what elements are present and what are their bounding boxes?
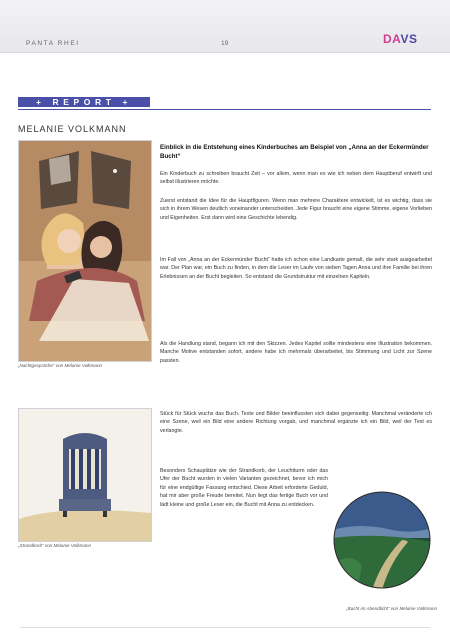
magazine-logo <box>383 32 417 46</box>
paragraph-5: Stück für Stück wuchs das Buch. Texte und Bilder beeinflussten sich dabei gegenseitig: Manchmal veränderte ich eine Szene, weil ein Bild eine andere Richtung vorgab, und manchmal ergänzte ich ein Bild, weil der Text es verlangte. <box>160 411 432 434</box>
section-label: + REPORT + <box>35 97 133 107</box>
caption-image-1: „Nachtgespräche“ von Melanie Volkmann <box>18 363 103 368</box>
section-rule <box>18 109 431 110</box>
illustration-beach-chair-art <box>19 409 151 541</box>
illustration-bay-art <box>332 490 432 590</box>
illustration-beach-chair <box>18 408 152 542</box>
illustration-bay <box>332 490 432 590</box>
article-headline: Einblick in die Entstehung eines Kinderbuches am Beispiel von „Anna an der Eckermünder Bucht“ <box>160 144 429 160</box>
paragraph-6: Besonders Schauplätze wie der Strandkorb, der Leuchtturm oder das Ufer der Bucht wurden in vielen Varianten gezeichnet, bevor ich mich für eine endgültige Fassung entschied. Diese Arbeit erforderte Geduld, hat mir aber große Freude bereitet. Nun liegt das fertige Buch vor und lädt kleine und große Leser ein, die Bucht mit Anna zu entdecken. <box>160 468 328 508</box>
author-name: MELANIE VOLKMANN <box>18 124 127 134</box>
page-bottom-rule <box>20 627 430 628</box>
logo-part-1: DA <box>383 32 401 46</box>
paragraph-4: Als die Handlung stand, begann ich mit den Skizzen. Jedes Kapitel sollte mindestens eine Illustration bekommen. Manche Motive entstanden sofort, andere habe ich mehrmals überarbeitet, bis Stimmung und Licht zur Szene passten. <box>160 341 432 364</box>
logo-part-2: VS <box>400 32 418 46</box>
paragraph-3: Im Fall von „Anna an der Eckermünder Bucht“ hatte ich schon eine Landkarte gemalt, die sehr stark ausgearbeitet war. Der Plan war, ein Buch zu finden, in dem die Leser im Laufe von sieben Tagen Anna und ihre Familie bei ihren Erlebnissen an der Bucht begleiten. So entstand die Grundstruktur mit einzelnen Kapiteln. <box>160 257 432 280</box>
caption-image-2: „Strandkorb“ von Melanie Volkmann <box>18 543 92 548</box>
paragraph-2: Zuerst entstand die Idee für die Hauptfiguren. Wenn man mehrere Charaktere entwickelt, ist es wichtig, dass sie sich in ihrem Wesen deutlich voneinander unterscheiden. Jede Figur braucht eine eigene Stimme, eigene Vorlieben und Eigenheiten. Erst dann wird eine Geschichte lebendig. <box>160 198 432 221</box>
illustration-night-talk-art <box>19 141 151 361</box>
magazine-name: PANTA RHEI <box>26 40 80 47</box>
page-number: 19 <box>221 40 229 47</box>
caption-image-3: „Bucht im Abendlicht“ von Melanie Volkmann <box>346 606 438 611</box>
illustration-night-talk <box>18 140 152 362</box>
paragraph-1: Ein Kinderbuch zu schreiben braucht Zeit – vor allem, wenn man es wie ich neben dem Hauptberuf entwirft und selbst illustrieren möchte. <box>160 171 432 186</box>
